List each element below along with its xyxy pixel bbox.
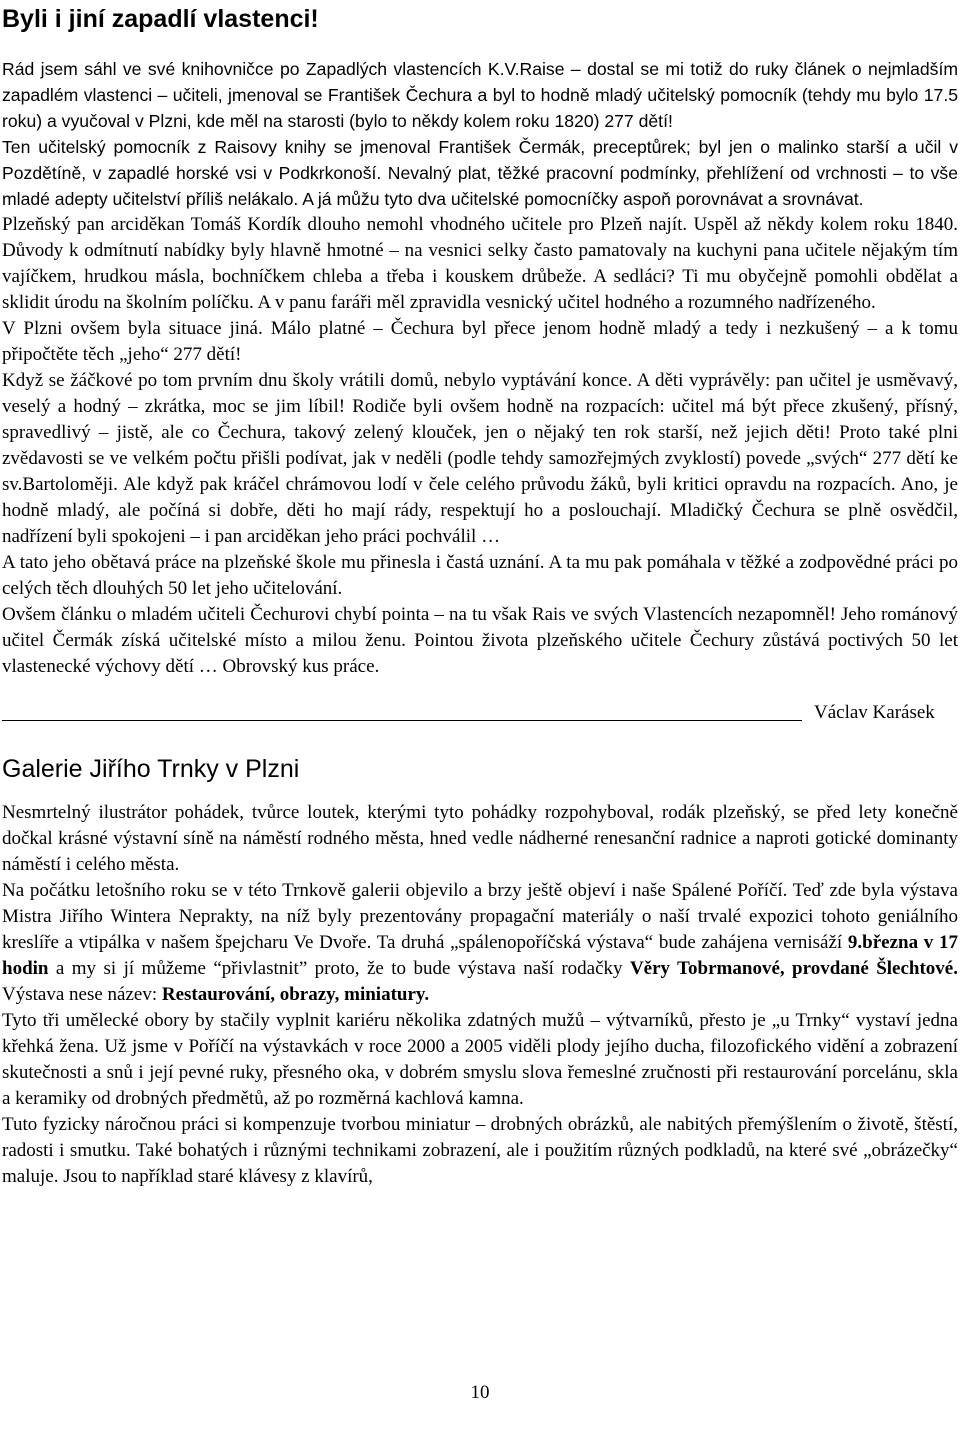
article-paragraph: V Plzni ovšem byla situace jiná. Málo platné – Čechura byl přece jenom hodně mladý a tedy i nezkušený – a k tomu připočtěte těch „jeho“ 277 dětí!	[2, 318, 958, 365]
article-galerie-trnky	[2, 754, 958, 1190]
article-paragraph: Když se žáčkové po tom prvním dnu školy vrátili domů, nebylo vyptávání konce. A děti vyprávěly: pan učitel je usměvavý, veselý a hodný – zkrátka, moc se jim líbil! Rodiče byli ovšem hodně na rozpacích: učitel má být přece zkušený, přísný, spravedlivý – jistě, ale co Čechura, takový zelený klouček, jen o nějaký ten rok starší, než jejich děti! Proto také plni zvědavosti se ve velkém počtu přišli podívat, jak v neděli (podle tehdy samozřejmých zvyklostí) povede „svých“ 277 dětí ke sv.Bartoloměji. Ale když pak kráčel chrámovou lodí v čele celého průvodu žáků, byli kritici opravdu na rozpacích. Ano, je hodně mladý, ale počíná si dobře, děti ho mají rády, respektují ho a poslouchají. Mladičký Čechura se plně osvědčil, nadřízení byli spokojeni – i pan arciděkan jeho práci pochválil …	[2, 370, 958, 547]
artist-name: Věry Tobrmanové, provdané Šlechtové.	[629, 958, 958, 979]
page-number: 10	[470, 1382, 490, 1403]
paragraph-text: Na počátku letošního roku se v této Trnkově galerii objevilo a brzy ještě objeví i naše Spálené Poříčí. Teď zde byla výstava Mistra Jiřího Wintera Neprakty, na níž byly prezentovány propagační materiály o naší trvalé expozici tohoto geniálního kreslíře a vtipálka v našem špejcharu Ve Dvoře. Ta druhá „spálenopoříčská výstava“ bude zahájena vernisáží	[2, 880, 958, 953]
article-zapadli-vlastenci	[2, 4, 958, 730]
article-paragraph: Ovšem článku o mladém učiteli Čechurovi chybí pointa – na tu však Rais ve svých Vlastencích nezapomněl! Jeho románový učitel Čermák získá učitelské místo a milou ženu. Pointou života plzeňského učitele Čechury zůstává poctivých 50 let vlastenecké výchovy dětí … Obrovský kus práce.	[2, 604, 958, 677]
page-content	[2, 0, 958, 1190]
article-paragraph: Tuto fyzicky náročnou práci si kompenzuje tvorbou miniatur – drobných obrázků, ale nabitých přemýšlením o životě, štěstí, radosti i smutku. Také bohatých i různými technikami zobrazení, ale i použitím různých podkladů, na které své „obrázečky“ maluje. Jsou to například staré klávesy z klavírů,	[2, 1114, 958, 1187]
article-paragraph: A tato jeho obětavá práce na plzeňské škole mu přinesla i častá uznání. A ta mu pak pomáhala v těžké a zodpovědné práci po celých těch dlouhých 50 let jeho učitelování.	[2, 552, 958, 599]
article-title: Byli i jiní zapadlí vlastenci!	[2, 5, 319, 33]
article-paragraph	[2, 878, 958, 1008]
exhibition-title: Restaurování, obrazy, miniatury.	[161, 984, 430, 1005]
article-paragraph: Plzeňský pan arciděkan Tomáš Kordík dlouho nemohl vhodného učitele pro Plzeň najít. Uspěl až někdy kolem roku 1840. Důvody k odmítnutí nabídky byly hlavně hmotné – na vesnici selky často pamatovaly na kuchyni pana učitele nějakým tím vajíčkem, hrudkou másla, bochníčkem chleba a třeba i kouskem drůbeže. A sedláci? Ti mu obyčejně pomohli obdělat a sklidit úrodu na školním políčku. A v panu faráři měl zpravidla vesnický učitel hodného a rozumného nadřízeného.	[2, 214, 958, 313]
article-paragraph: Ten učitelský pomocník z Raisovy knihy se jmenoval František Čermák, preceptůrek; byl jen o malinko starší a učil v Pozdětíně, v zapadlé horské vsi v Podkrkonoší. Nevalný plat, těžké pracovní podmínky, přehlížení od vrchnosti – to vše mladé adepty učitelství příliš nelákalo. A já můžu tyto dva učitelské pomocníčky aspoň porovnávat a srovnávat.	[2, 137, 958, 209]
signature-line	[2, 700, 958, 730]
article-paragraph: Nesmrtelný ilustrátor pohádek, tvůrce loutek, kterými tyto pohádky rozpohyboval, rodák plzeňský, se před lety konečně dočkal krásné výstavní síně na náměstí rodného města, hned vedle nádherné renesanční radnice a naproti gotické dominanty náměstí i celého města.	[2, 802, 958, 875]
article-paragraph: Rád jsem sáhl ve své knihovničce po Zapadlých vlastencích K.V.Raise – dostal se mi totiž do ruky článek o nejmladším zapadlém vlastenci – učiteli, jmenoval se František Čechura a byl to hodně mladý učitelský pomocník (tehdy mu bylo 17.5 roku) a vyučoval v Plzni, kde měl na starosti (bylo to někdy kolem roku 1820) 277 dětí!	[2, 59, 958, 131]
article-title: Galerie Jiřího Trnky v Plzni	[2, 755, 300, 783]
signature-rule	[2, 720, 802, 721]
article-paragraph: Tyto tři umělecké obory by stačily vyplnit kariéru několika zdatných mužů – výtvarníků, přesto je „u Trnky“ vystaví jedna křehká žena. Už jsme v Poříčí na výstavkách v roce 2000 a 2005 viděli plody jejího ducha, filozofického vidění a zobrazení skutečnosti a snů i její pevné ruky, přesného oka, v dobrém smyslu slova řemeslné zručnosti při restaurování porcelánu, skla a keramiky od drobných předmětů, až po rozměrná kachlová kamna.	[2, 1010, 958, 1109]
paragraph-text: Výstava nese název:	[2, 984, 162, 1005]
paragraph-text: a my si jí můžeme “přivlastnit” proto, že to bude výstava naší rodačky	[48, 958, 630, 979]
exhibition-date: 9.března v 17 hodin	[2, 932, 959, 979]
article-author: Václav Karásek	[814, 702, 935, 723]
